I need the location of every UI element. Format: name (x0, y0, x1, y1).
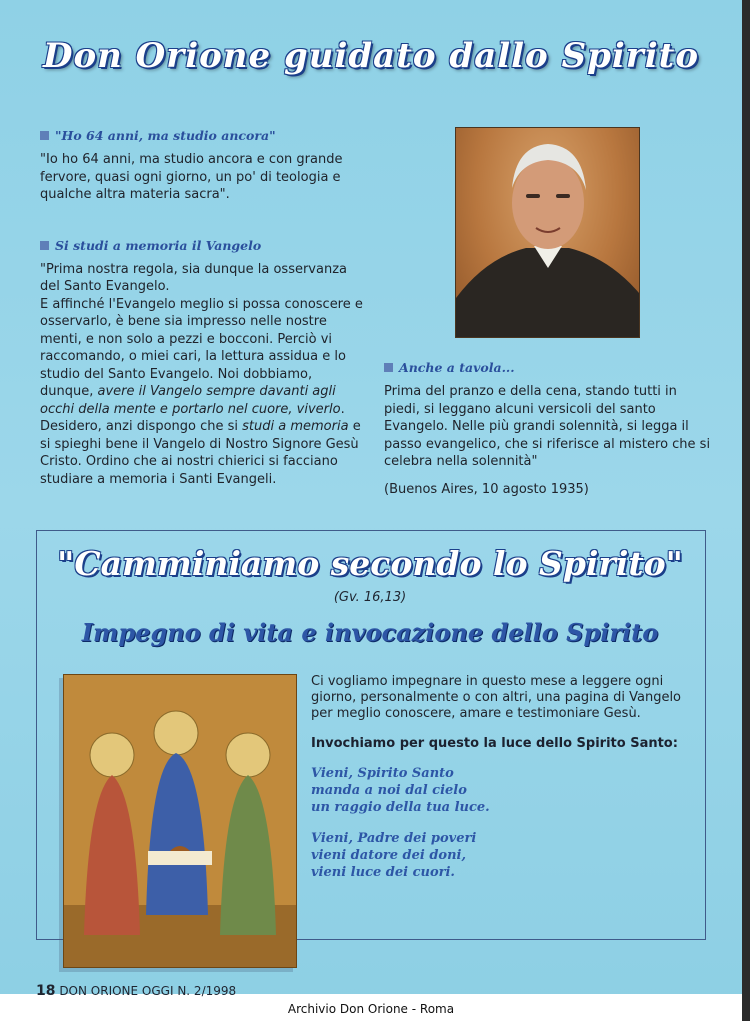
box-reference: (Gv. 16,13) (333, 590, 407, 605)
right-column (384, 360, 714, 498)
section-text-memoria-intro: "Prima nostra regola, sia dunque la osservanza del Santo Evangelo. (40, 261, 347, 294)
section-heading-tavola (384, 360, 714, 375)
section-text-age: "Io ho 64 anni, ma studio ancora e con grande fervore, quasi ogni giorno, un po' di teologia e qualche altra materia sacra". (40, 152, 343, 202)
prayer-stanza-2: Vieni, Padre dei poveri vieni datore dei doni, vieni luce dei cuori. (311, 831, 477, 880)
page-title: Don Orione guidato dallo Spirito (42, 36, 700, 76)
page-edge (742, 0, 750, 1021)
bullet-square-icon (40, 241, 49, 250)
page-footer (36, 983, 236, 999)
portrait-photo (455, 127, 640, 338)
section-heading-label: Si studi a memoria il Vangelo (55, 237, 262, 253)
section-source: (Buenos Aires, 10 agosto 1935) (384, 481, 589, 497)
box-intro: Ci vogliamo impegnare in questo mese a leggere ogni giorno, personalmente o con altri, una pagina di Vangelo per meglio conoscere, amare e testimoniare Gesù. (311, 674, 682, 721)
box-text (311, 674, 703, 895)
publication-name: DON ORIONE OGGI N. 2/1998 (59, 984, 237, 998)
box-title: "Camminiamo secondo lo Spirito" (57, 544, 683, 583)
trinity-illustration (64, 675, 296, 967)
bullet-square-icon (384, 363, 393, 372)
box-subtitle: Impegno di vita e invocazione dello Spirito (81, 618, 659, 647)
trinity-icon-painting (63, 674, 297, 968)
box-invocation: Invochiamo per questo la luce dello Spirito Santo: (311, 736, 678, 751)
left-column (40, 128, 365, 488)
section-heading-label: Anche a tavola... (399, 360, 515, 375)
portrait-illustration (456, 128, 639, 337)
section-heading-age (40, 128, 365, 143)
archive-caption: Archivio Don Orione - Roma (287, 1002, 455, 1016)
section-heading-label: "Ho 64 anni, ma studio ancora" (55, 128, 276, 143)
bullet-square-icon (40, 131, 49, 140)
section-text-tavola: Prima del pranzo e della cena, stando tutti in piedi, si leggano alcuni versicoli del santo Evangelo. Nelle più grandi solennità, si legga il passo evangelico, che si riferisce al mistero che si celebra nella solennità" (384, 384, 711, 469)
section-text-memoria-body: E affinché l'Evangelo meglio si possa conoscere e osservarlo, è bene sia impresso nelle nostre menti, e non solo a pezzi e bocconi. Perciò vi raccomando, o miei cari, la lettura assidua e lo studio del Santo Evangelo. Noi dobbiamo, dunque, avere il Vangelo sempre davanti agli occhi della mente e portarlo nel cuore, viverlo. Desidero, anzi dispongo che si studi a memoria e si spieghi bene il Vangelo di Nostro Signore Gesù Cristo. Ordino che ai nostri chierici si facciano studiare a memoria i Santi Evangeli. (40, 296, 363, 487)
section-heading-memoria (40, 238, 365, 253)
page-number: 18 (36, 983, 56, 999)
prayer-stanza-1: Vieni, Spirito Santo manda a noi dal cielo un raggio della tua luce. (311, 766, 490, 815)
